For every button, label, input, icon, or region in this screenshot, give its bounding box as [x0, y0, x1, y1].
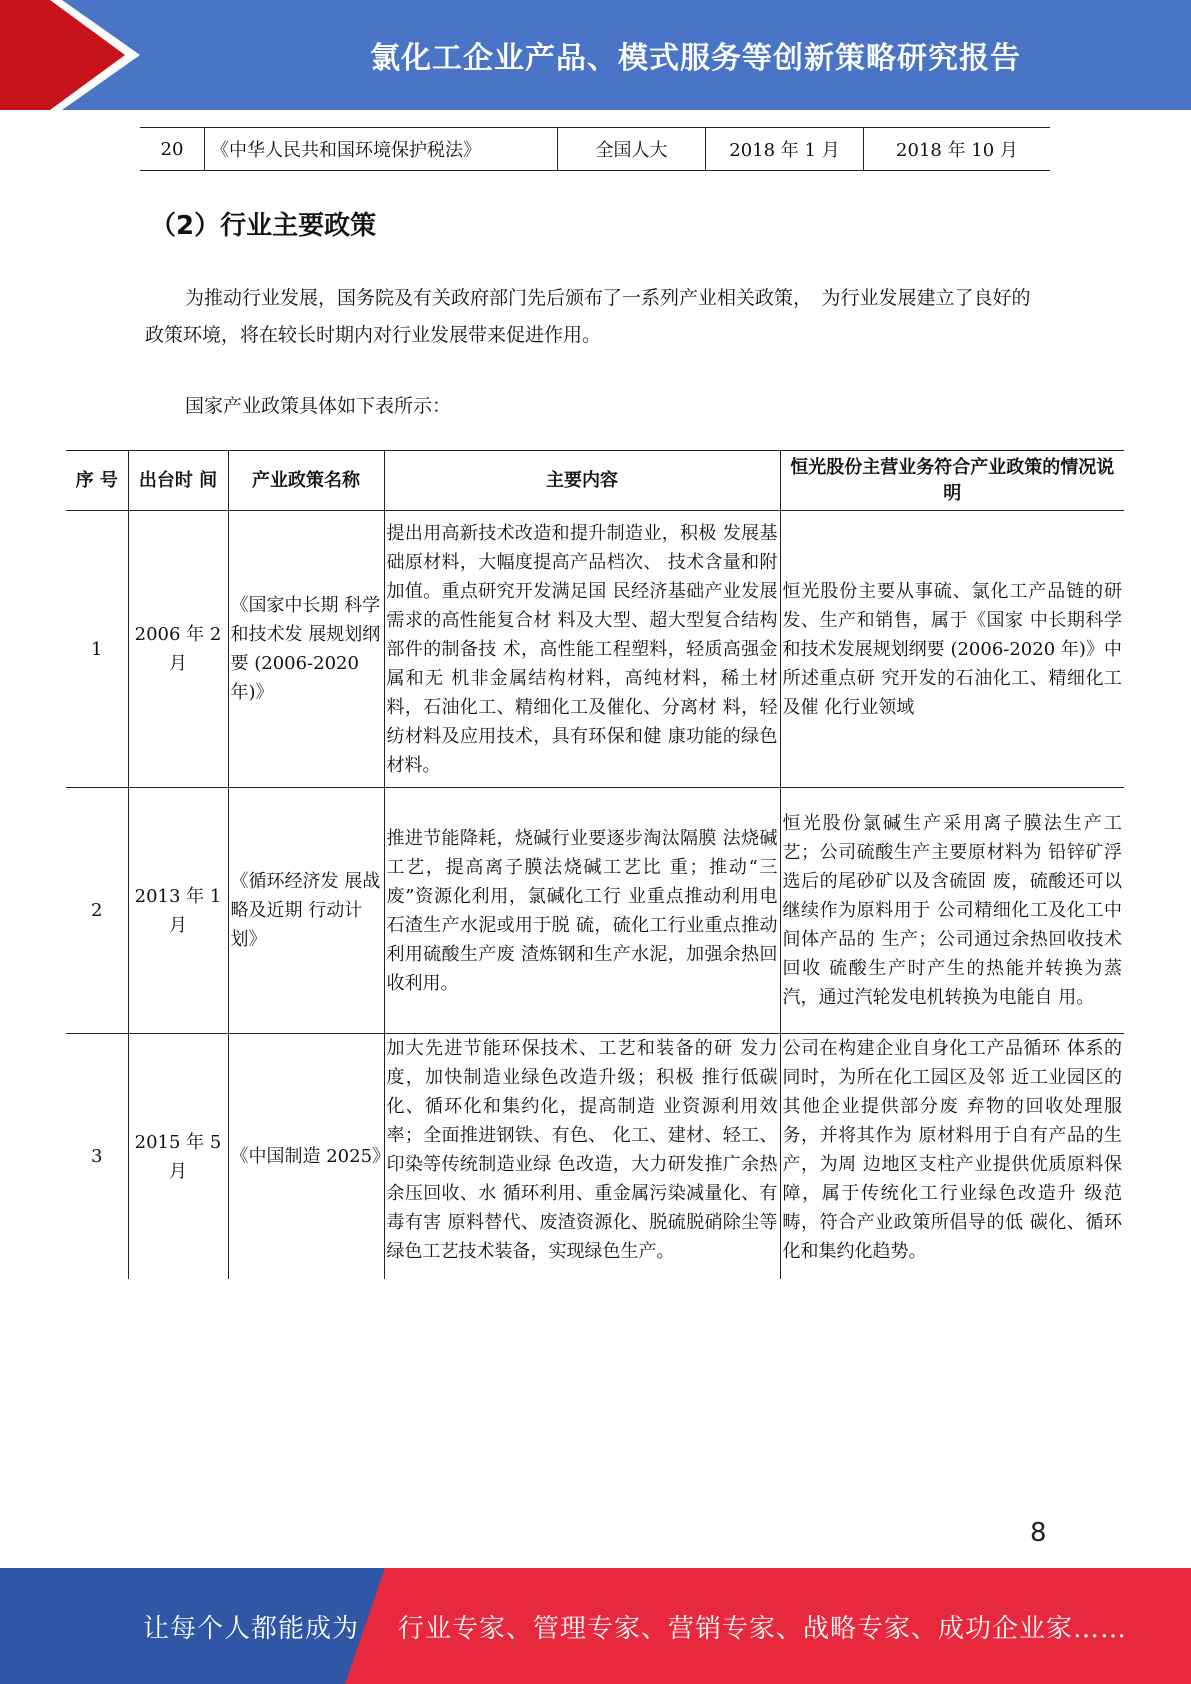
table-row: [140, 128, 1050, 171]
cell-content: 提出用高新技术改造和提升制造业，积极 发展基础原材料，大幅度提高产品档次、 技术含量和附加值。重点研究开发满足国 民经济基础产业发展需求的高性能复合材 料及大型、超大型复合结构部件的制备技 术，高性能工程塑料，轻质高强金属和无 机非金属结构材料，高纯材料，稀土材 料，石油化工、精细化工及催化、分离材 料，轻纺材料及应用技术，具有环保和健 康功能的绿色材料。: [384, 511, 780, 788]
intro-paragraph: 为推动行业发展，国务院及有关政府部门先后颁布了一系列产业相关政策， 为行业发展建立了良好的政策环境，将在较长时期内对行业发展带来促进作用。: [145, 287, 1031, 346]
cell-content: 加大先进节能环保技术、工艺和装备的研 发力度，加快制造业绿色改造升级；积极 推行低碳化、循环化和集约化，提高制造 业资源利用效率；全面推进钢铁、有色、 化工、建材、轻工、印染等传统制造业绿 色改造，大力研发推广余热余压回收、水 循环利用、重金属污染减量化、有毒有害 原料替代、废渣资源化、脱硫脱硝除尘等 绿色工艺技术装备，实现绿色生产。: [384, 1034, 780, 1280]
report-title: 氯化工企业产品、模式服务等创新策略研究报告: [370, 41, 1021, 76]
header-seq: 序 号: [66, 451, 128, 511]
header-banner: [0, 0, 1191, 110]
cell-seq: 3: [66, 1034, 128, 1280]
issuer: 全国人大: [558, 128, 706, 171]
cell-desc: 恒光股份主要从事硫、氯化工产品链的研发、生产和销售，属于《国家 中长期科学和技术发展规划纲要 (2006-2020 年)》中所述重点研 究开发的石油化工、精细化工及催 化行业领域: [780, 511, 1124, 788]
cell-date: 2006 年 2 月: [128, 511, 228, 788]
cell-policy-name: 《中国制造 2025》: [228, 1034, 384, 1280]
header-desc: 恒光股份主营业务符合产业政策的情况说明: [780, 451, 1124, 511]
cell-seq: 2: [66, 788, 128, 1034]
cell-policy-name: 《循环经济发 展战略及近期 行动计划》: [228, 788, 384, 1034]
issued-date: 2018 年 1 月: [706, 128, 864, 171]
table-row: [66, 788, 1124, 1034]
table-header-row: [66, 451, 1124, 511]
footer-banner: [0, 1568, 1191, 1684]
table-intro-paragraph: 国家产业政策具体如下表所示：: [185, 395, 452, 417]
law-table-continued: [140, 127, 1050, 171]
red-arrow-shape: [0, 0, 140, 110]
effective-date: 2018 年 10 月: [864, 128, 1051, 171]
row-number: 20: [140, 128, 205, 171]
section-title: （2）行业主要政策: [150, 211, 377, 241]
table-row: [66, 1034, 1124, 1280]
cell-desc: 公司在构建企业自身化工产品循环 体系的同时，为所在化工园区及邻 近工业园区的其他企业提供部分废 弃物的回收处理服务，并将其作为 原材料用于自有产品的生产，为周 边地区支柱产业提供优质原料保 障，属于传统化工行业绿色改造升 级范畴，符合产业政策所倡导的低 碳化、循环化和集约化趋势。: [780, 1034, 1124, 1280]
cell-seq: 1: [66, 511, 128, 788]
header-date: 出台时 间: [128, 451, 228, 511]
header-name: 产业政策名称: [228, 451, 384, 511]
cell-date: 2013 年 1 月: [128, 788, 228, 1034]
footer-slogan-right: 行业专家、管理专家、营销专家、战略专家、成功企业家……: [398, 1613, 1128, 1644]
footer-slogan-left: 让每个人都能成为: [143, 1613, 360, 1644]
cell-desc: 恒光股份氯碱生产采用离子膜法生产工艺；公司硫酸生产主要原材料为 铅锌矿浮选后的尾砂矿以及含硫固 废，硫酸还可以继续作为原料用于 公司精细化工及化工中间体产品的 生产；公司通过余热回收技术回收 硫酸生产时产生的热能并转换为蒸 汽，通过汽轮发电机转换为电能自 用。: [780, 788, 1124, 1034]
law-name: 《中华人民共和国环境保护税法》: [205, 128, 558, 171]
header-content: 主要内容: [384, 451, 780, 511]
cell-date: 2015 年 5 月: [128, 1034, 228, 1280]
cell-policy-name: 《国家中长期 科学和技术发 展规划纲要 (2006-2020 年)》: [228, 511, 384, 788]
table-row: [66, 511, 1124, 788]
page-number: 8: [1030, 1518, 1047, 1548]
policy-table: [66, 450, 1124, 1279]
cell-content: 推进节能降耗，烧碱行业要逐步淘汰隔膜 法烧碱工艺，提高离子膜法烧碱工艺比 重；推动“三废”资源化利用，氯碱化工行 业重点推动利用电石渣生产水泥或用于脱 硫，硫化工行业重点推动利用硫酸生产废 渣炼钢和生产水泥，加强余热回收利用。: [384, 788, 780, 1034]
